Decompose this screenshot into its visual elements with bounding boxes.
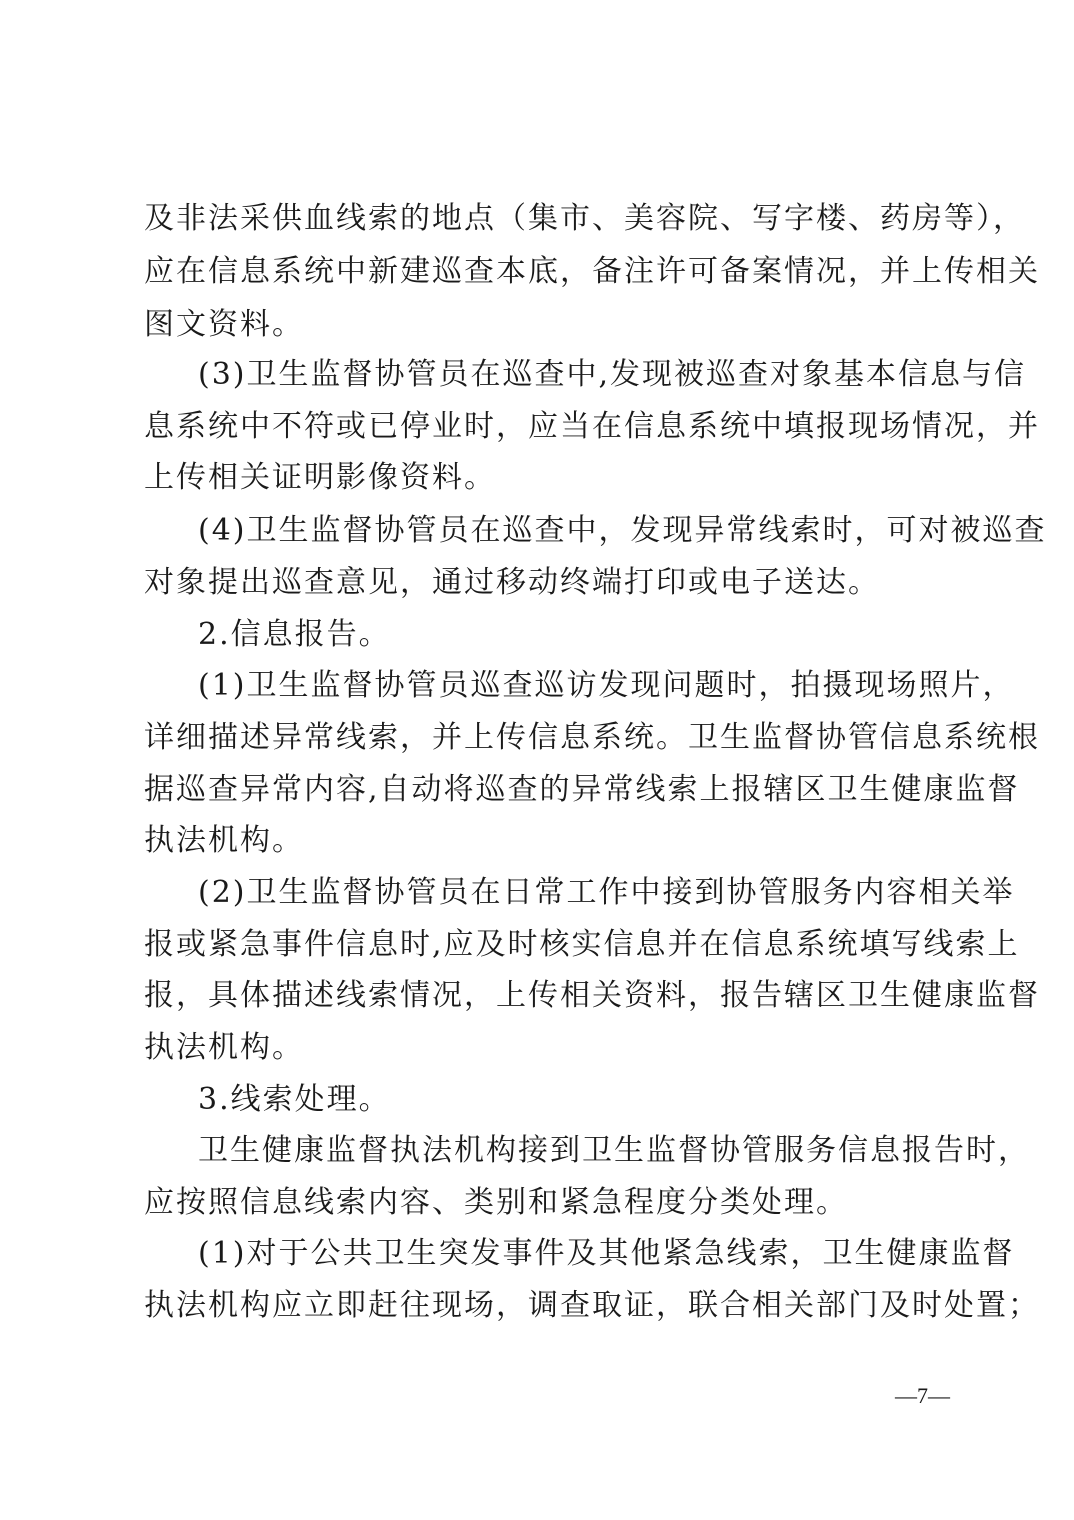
text-line: 上传相关证明影像资料。 bbox=[144, 460, 496, 495]
text-line: 应按照信息线索内容、类别和紧急程度分类处理。 bbox=[144, 1185, 848, 1220]
text-line: 图文资料。 bbox=[144, 307, 304, 342]
text-line: 执法机构。 bbox=[144, 823, 304, 858]
text-line: 对象提出巡查意见，通过移动终端打印或电子送达。 bbox=[144, 565, 880, 600]
text-line: (4)卫生监督协管员在巡查中，发现异常线索时，可对被巡查 bbox=[198, 513, 1047, 548]
text-line: (2)卫生监督协管员在日常工作中接到协管服务内容相关举 bbox=[198, 875, 1015, 910]
section-heading: 3.线索处理。 bbox=[198, 1082, 391, 1117]
text-line: (1)卫生监督协管员巡查巡访发现问题时，拍摄现场照片， bbox=[198, 668, 1015, 703]
text-line: 执法机构。 bbox=[144, 1030, 304, 1065]
section-heading: 2.信息报告。 bbox=[198, 617, 391, 652]
page-number: —7— bbox=[895, 1383, 950, 1408]
text-line: 报，具体描述线索情况，上传相关资料，报告辖区卫生健康监督 bbox=[144, 978, 1040, 1013]
text-line: 据巡查异常内容,自动将巡查的异常线索上报辖区卫生健康监督 bbox=[144, 772, 1020, 807]
text-line: (1)对于公共卫生突发事件及其他紧急线索，卫生健康监督 bbox=[198, 1236, 1015, 1271]
text-line: 报或紧急事件信息时,应及时核实信息并在信息系统填写线索上 bbox=[144, 927, 1020, 962]
text-line: (3)卫生监督协管员在巡查中,发现被巡查对象基本信息与信 bbox=[198, 357, 1027, 392]
text-line: 应在信息系统中新建巡查本底，备注许可备案情况，并上传相关 bbox=[144, 254, 1040, 289]
text-line: 详细描述异常线索，并上传信息系统。卫生监督协管信息系统根 bbox=[144, 720, 1040, 755]
text-line: 及非法采供血线索的地点（集市、美容院、写字楼、药房等）， bbox=[144, 201, 1025, 236]
text-line: 卫生健康监督执法机构接到卫生监督协管服务信息报告时， bbox=[198, 1133, 1030, 1168]
text-line: 息系统中不符或已停业时，应当在信息系统中填报现场情况，并 bbox=[144, 409, 1040, 444]
text-line: 执法机构应立即赶往现场，调查取证，联合相关部门及时处置； bbox=[144, 1288, 1040, 1323]
